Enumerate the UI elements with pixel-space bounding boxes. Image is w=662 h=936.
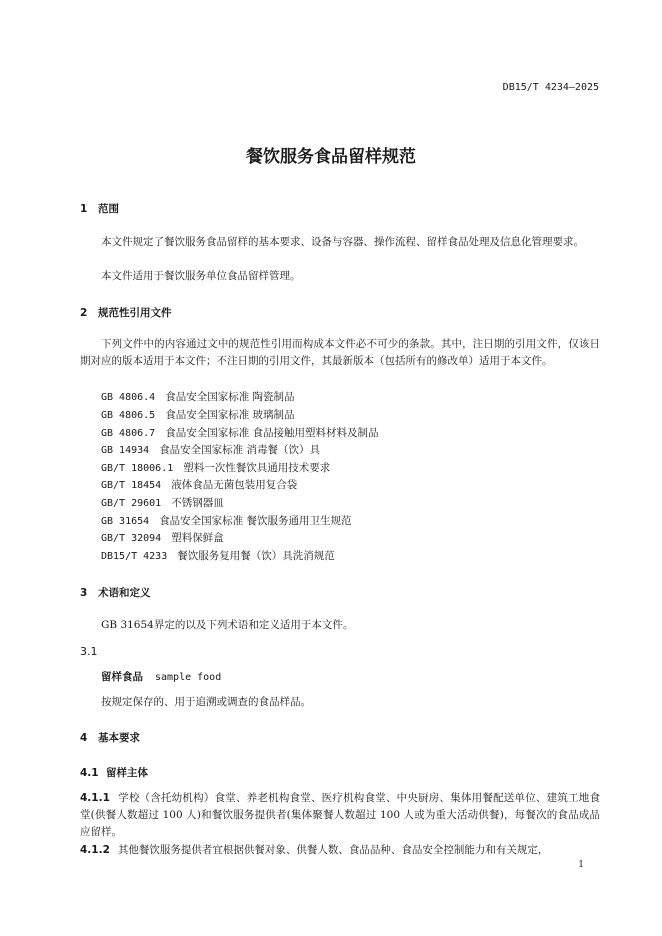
subsection-title: 留样主体	[106, 767, 148, 779]
section-title: 基本要求	[98, 732, 140, 744]
clause-text: 其他餐饮服务提供者宜根据供餐对象、供餐人数、食品品种、食品安全控制能力和有关规定，	[117, 844, 549, 856]
section-number: 1	[80, 203, 88, 215]
page-number: 1	[578, 860, 584, 870]
term-name	[101, 669, 221, 684]
scope-paragraph-1: 本文件规定了餐饮服务食品留样的基本要求、设备与容器、操作流程、留样食品处理及信息化管理要求。	[101, 236, 584, 248]
reference-item: GB 4806.7 食品安全国家标准 食品接触用塑料材料及制品	[101, 427, 379, 439]
reference-item: GB 4806.5 食品安全国家标准 玻璃制品	[101, 409, 295, 421]
section-title: 范围	[98, 203, 119, 215]
normative-intro-paragraph: 下列文件中的内容通过文中的规范性引用而构成本文件必不可少的条款。其中，注日期的引用文件，仅该日期对应的版本适用于本文件；不注日期的引用文件，其最新版本（包括所有的修改单）适用于本文件。	[80, 338, 600, 367]
term-definition: 按规定保存的、用于追溯或调查的食品样品。	[101, 696, 311, 708]
document-title: 餐饮服务食品留样规范	[246, 147, 416, 167]
clause-text: 学校（含托幼机构）食堂、养老机构食堂、医疗机构食堂、中央厨房、集体用餐配送单位、建筑工地食堂(供餐人数超过 100 人)和餐饮服务提供者(集体聚餐人数超过 100 人或为重大活动供餐)，每餐次的食品成品应留样。	[80, 792, 600, 838]
section-number: 4	[80, 732, 88, 744]
reference-item: GB 4806.4 食品安全国家标准 陶瓷制品	[101, 391, 295, 403]
reference-item: GB 31654 食品安全国家标准 餐饮服务通用卫生规范	[101, 515, 352, 527]
reference-item: GB/T 29601 不锈钢器皿	[101, 497, 224, 509]
term-english: sample food	[155, 672, 222, 683]
reference-item: GB/T 18006.1 塑料一次性餐饮具通用技术要求	[101, 462, 331, 474]
reference-item: GB/T 32094 塑料保鲜盒	[101, 532, 224, 544]
clause-number: 4.1.1	[80, 792, 110, 804]
section-heading-normative-references	[80, 305, 172, 320]
standard-code: DB15/T 4234—2025	[502, 82, 599, 93]
terms-intro-paragraph: GB 31654界定的以及下列术语和定义适用于本文件。	[101, 619, 354, 631]
reference-item: DB15/T 4233 餐饮服务复用餐（饮）具洗消规范	[101, 550, 335, 562]
clause-number: 4.1.2	[80, 844, 110, 856]
term-chinese: 留样食品	[101, 671, 143, 683]
clause-4-1-2	[80, 842, 600, 859]
section-title: 规范性引用文件	[98, 307, 172, 319]
scope-paragraph-2: 本文件适用于餐饮服务单位食品留样管理。	[101, 270, 301, 282]
section-heading-basic-requirements	[80, 730, 140, 745]
subsection-number: 4.1	[80, 767, 99, 779]
term-number: 3.1	[80, 645, 98, 658]
reference-item: GB 14934 食品安全国家标准 消毒餐（饮）具	[101, 444, 321, 456]
section-heading-scope	[80, 201, 119, 216]
clause-4-1-1	[80, 790, 600, 841]
section-title: 术语和定义	[98, 587, 151, 599]
section-number: 2	[80, 307, 88, 319]
subsection-heading-sampling-entity	[80, 765, 148, 780]
section-heading-terms	[80, 585, 151, 600]
reference-item: GB/T 18454 液体食品无菌包装用复合袋	[101, 479, 298, 491]
section-number: 3	[80, 587, 88, 599]
